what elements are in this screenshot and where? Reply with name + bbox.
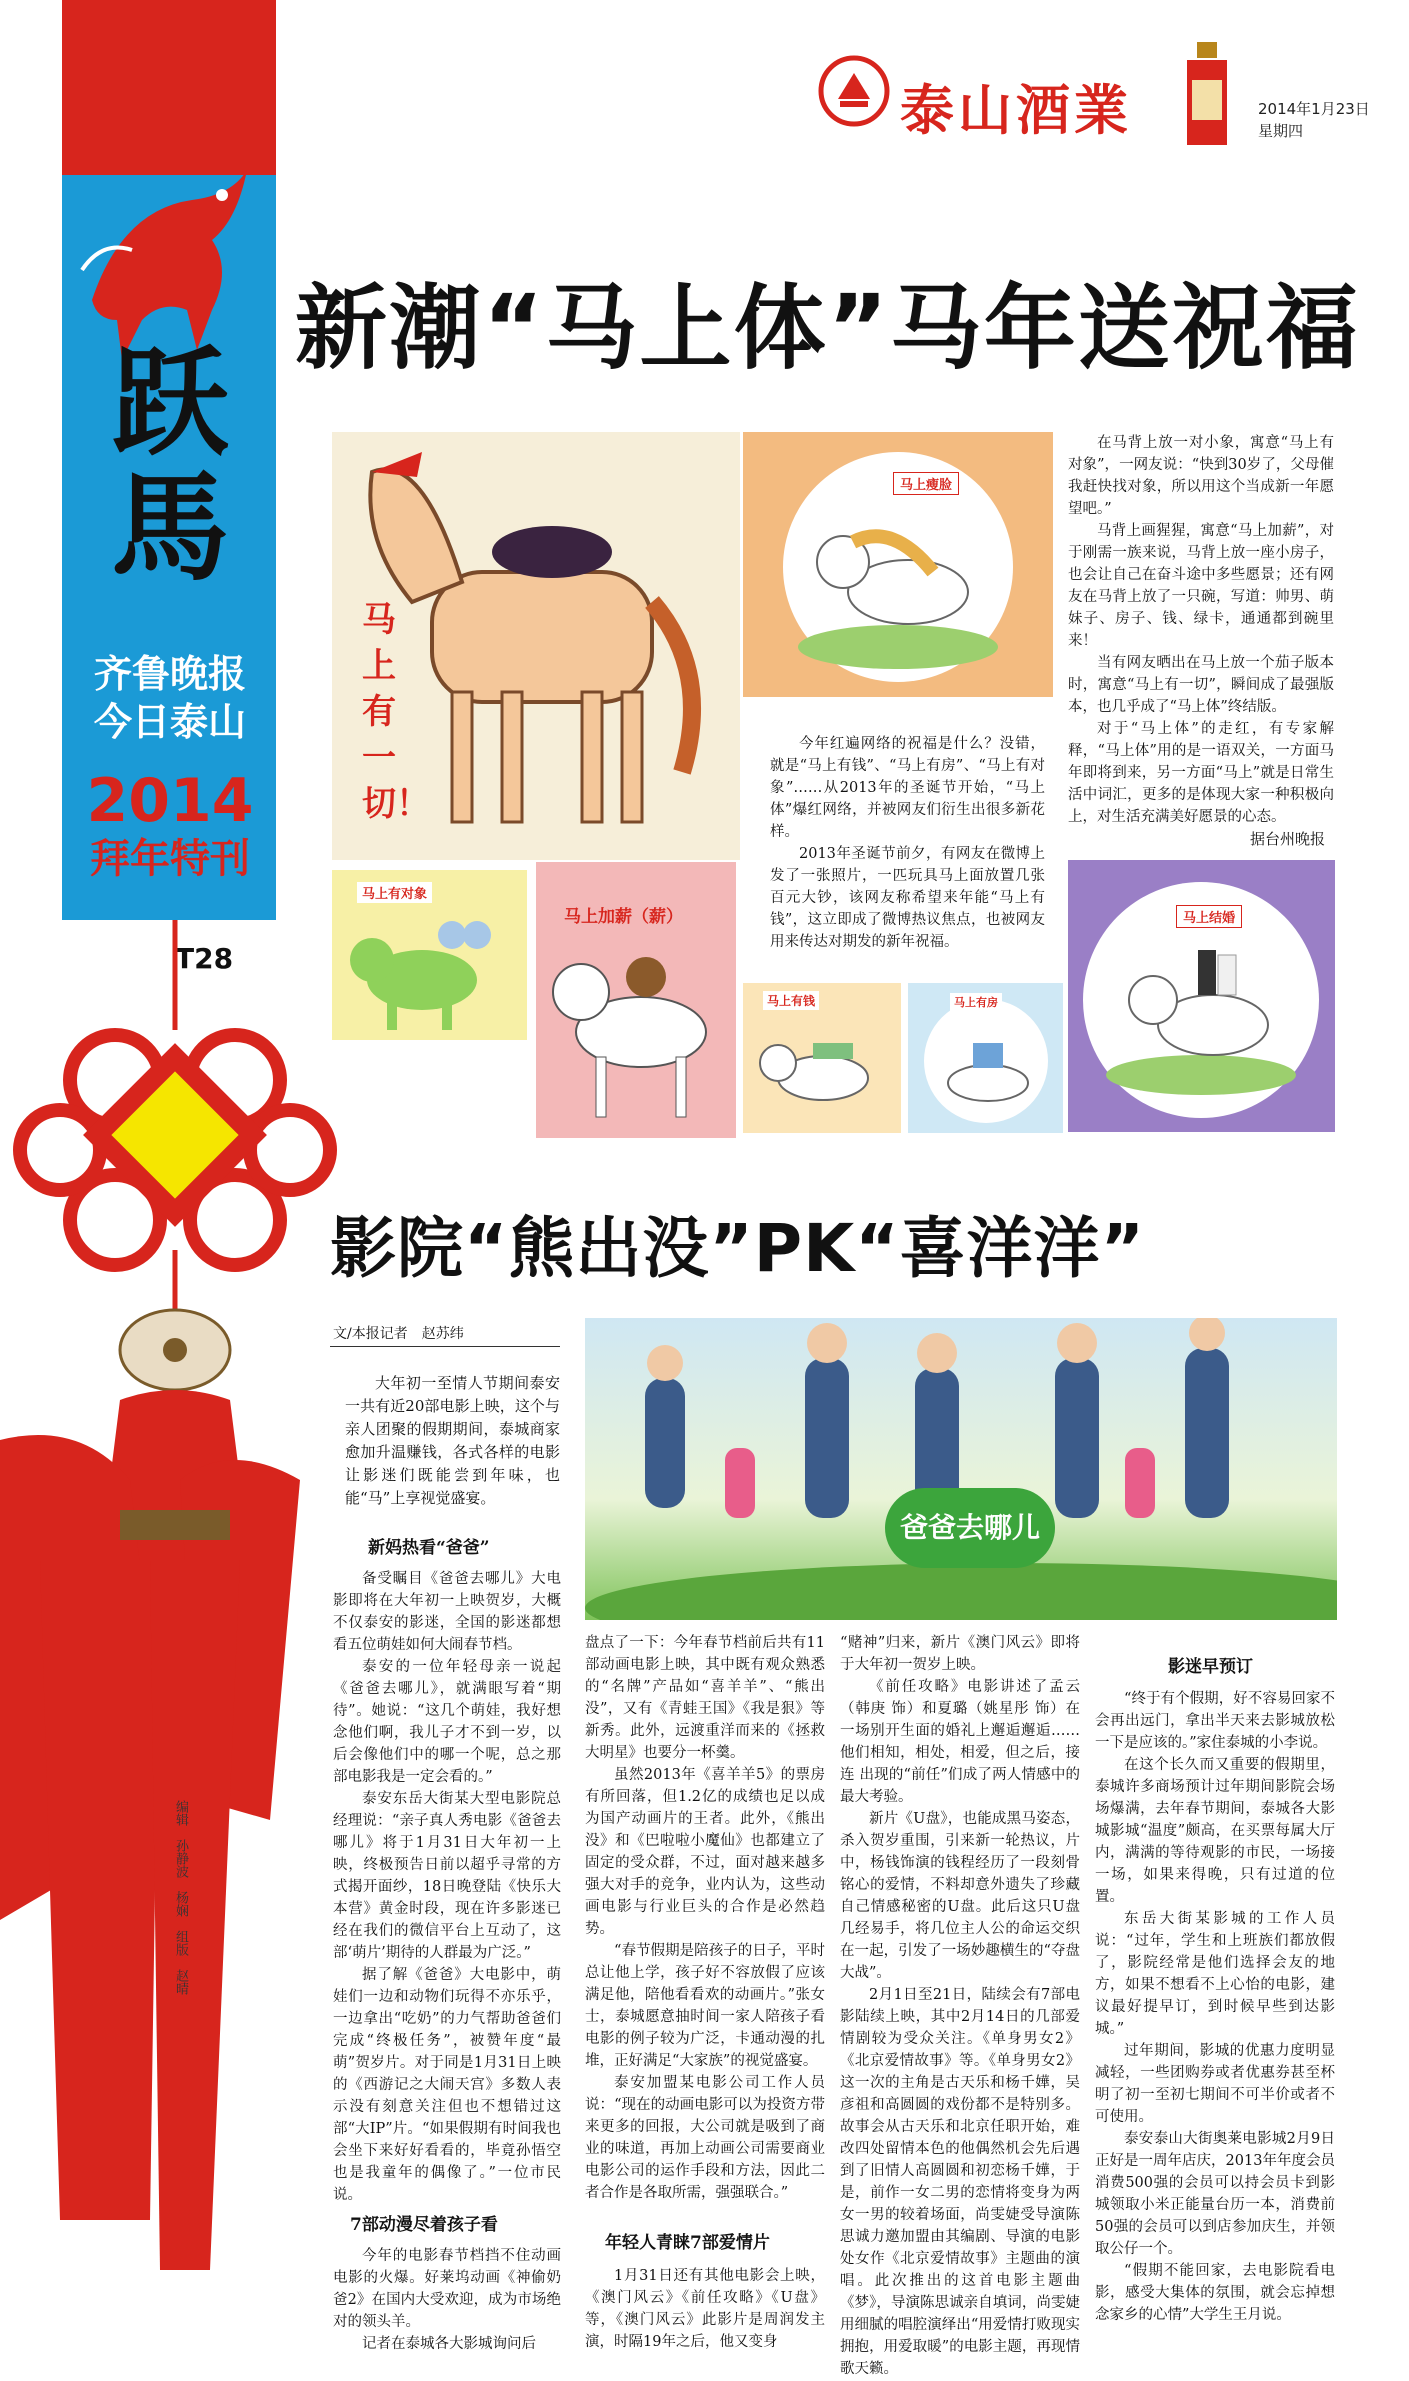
paragraph: 马背上画猩猩，寓意“马上加薪”，对于刚需一族来说，马背上放一座小房子，也会让自己在奋斗途中多些愿景；还有网友在马背上放了一只碗，写道：帅男、萌妹子、房子、钱、绿卡，通通都到碗里来！ — [1068, 523, 1334, 649]
paragraph: 泰安泰山大街奥莱电影城2月9日正好是一周年店庆，2013年年度会员消费500强的会员可以持会员卡到影城领取小米正能量台历一本，消费前50强的会员可以到店参加庆生，并领取公仔一个。 — [1095, 2131, 1335, 2257]
caption-p6: 马上有房 — [950, 993, 1002, 1011]
paragraph: 大年初一至情人节期间泰安一共有近20部电影上映，这个与亲人团聚的假期期间，泰城商家愈加升温赚钱，各式各样的电影让影迷们既能尝到年味，也能“马”上享视觉盛宴。 — [345, 1374, 560, 1507]
paragraph: 在这个长久而又重要的假期里，泰城许多商场预计过年期间影院会场场爆满，去年春节期间，泰城各大影城影城“温度”颇高，在买票每属大厅内，满满的等待观影的市民，一场接一场，如果来得晚，只有过道的位置。 — [1095, 1757, 1335, 1905]
image-horse-eggplant — [332, 432, 740, 860]
family-group-icon — [585, 1318, 1337, 1620]
liquor-bottle-icon — [1172, 40, 1242, 150]
paragraph: 东岳大街某影城的工作人员说：“过年，学生和上班族们都放假了，影院经常是他们选择会友的地方，如果不想看不上心怡的电影，建议最好提早订，到时候早些到达影城。” — [1095, 1911, 1335, 2037]
brand-name: 泰山酒業 — [900, 78, 1132, 142]
brand-logo-icon — [818, 55, 890, 127]
subhead-3: 年轻人青睐7部爱情片 — [605, 2233, 770, 2253]
banner-red-top — [62, 0, 276, 175]
subhead-4: 影迷早预订 — [1168, 1657, 1253, 1677]
paragraph: 今年的电影春节档挡不住动画电影的火爆。好莱坞动画《神偷奶爸2》在国内大受欢迎，成为市场绝对的领头羊。 — [333, 2248, 561, 2330]
paragraph: 泰安东岳大街某大型电影院总经理说：“亲子真人秀电影《爸爸去哪儿》将于1月31日大年初一上映，终极预告日前以超乎寻常的方式揭开面纱，18日晚登陆《快乐大本营》黄金时段，现在许多影迷已经在我们的微信平台上互动了，这部‘萌片’期待的人群最为广泛。” — [333, 1791, 561, 1961]
date-text: 2014年1月23日 — [1258, 100, 1370, 118]
article1-col1 — [770, 733, 1045, 953]
caption-p4: 马上加薪（薪） — [564, 907, 683, 927]
article2-col2 — [585, 1632, 825, 2204]
article2-col2b — [585, 2265, 825, 2353]
paragraph: 1月31日还有其他电影会上映，《澳门风云》《前任攻略》《U盘》等，《澳门风云》此影片是周润发主演，时隔19年之后，他又变身 — [585, 2268, 825, 2350]
caption-p5: 马上有钱 — [763, 991, 819, 1010]
article2-col3 — [840, 1632, 1080, 2380]
paragraph: 当有网友晒出在马上放一个茄子版本时，寓意“马上有一切”，瞬间成了最强版本，也几乎成了“马上体”终结版。 — [1068, 655, 1334, 715]
paragraph: 过年期间，影城的优惠力度明显减轻，一些团购券或者优惠券甚至杯明了初一至初七期间不可半价或者不可使用。 — [1095, 2043, 1335, 2125]
paragraph: 虽然2013年《喜羊羊5》的票房有所回落，但1.2亿的成绩也足以成为国产动画片的王者。此外，《熊出没》和《巴啦啦小魔仙》也都建立了固定的受众群，不过，面对越来越多强大对手的竞争，业内认为，这些动画电影与行业巨头的合作是必然趋势。 — [585, 1767, 825, 1937]
banner-calligraphy: 跃馬 — [110, 333, 229, 597]
paragraph: 盘点了一下：今年春节档前后共有11部动画电影上映，其中既有观众熟悉的“名牌”产品如“喜羊羊”、“熊出没”，又有《青蛙王国》《我是狠》等新秀。此外，远渡重洋而来的《拯救大明星》也要分一杯羹。 — [585, 1635, 825, 1761]
paragraph: “终于有个假期，好不容易回家不会再出远门，拿出半天来去影城放松一下是应该的。”家住泰城的小李说。 — [1095, 1691, 1335, 1751]
caption-p7: 马上结婚 — [1176, 905, 1242, 928]
paragraph: 2月1日至21日，陆续会有7部电影陆续上映，其中2月14日的几部爱情剧较为受众关注。《单身男女2》《北京爱情故事》等。《单身男女2》这一次的主角是古天乐和杨千嬅，吴彦祖和高圆圆的戏份都不是特别多。故事会从古天乐和北京任职开始，难改四处留情本色的他偶然机会先后遇到了旧情人高圆圆和初恋杨千嬅，于是，前作一女二男的恋情将变身为两女一男的较着场面，尚雯婕受导演陈思诚力邀加盟由其编剧、导演的电影处女作《北京爱情故事》主题曲的演唱。此次推出的这首电影主题曲《梦》，导演陈思诚亲自填词，尚雯婕用细腻的唱腔演绎出“用爱情打败现实拥抱，用爱取暖”的电影主题，再现情歌天籁。 — [840, 1987, 1080, 2377]
caption-big: 马上有一切！ — [362, 600, 430, 824]
issue-date — [1258, 98, 1370, 142]
byline: 文/本报记者 赵苏纬 — [333, 1326, 464, 1342]
paragraph: 泰安加盟某电影公司工作人员说：“现在的动画电影可以为投资方带来更多的回报，大公司就是吸到了商业的味道，再加上动画公司需要商业电影公司的运作手段和方法，因此二者合作是各取所需，强强联合。” — [585, 2075, 825, 2201]
movie-photo — [585, 1318, 1337, 1620]
image-horse-house — [908, 983, 1063, 1133]
paragraph: 据了解《爸爸》大电影中，萌娃们一边和动物们玩得不亦乐乎，一边拿出“吃奶”的力气帮助爸爸们完成“终极任务”，被赞年度“最萌”贺岁片。对于同是1月31日上映的《西游记之大闹天宫》多数人表示没有刻意关注但也不想错过这部“大IP”片。“如果假期有时间我也会坐下来好好看看的，毕竟孙悟空也是我童年的偶像了。”一位市民说。 — [333, 1967, 561, 2203]
subhead-1: 新妈热看“爸爸” — [368, 1538, 490, 1558]
horse-wedding-icon — [1068, 860, 1335, 1132]
banner-special: 拜年特刊 — [90, 836, 250, 882]
paragraph: 在马背上放一对小象，寓意“马上有对象”，一网友说：“快到30岁了，父母催我赶快找对象，所以用这个当成新一年愿望吧。” — [1068, 435, 1334, 517]
article1-title: 新潮“马上体”马年送祝福 — [295, 275, 1360, 382]
edition-name: 今日泰山 — [93, 699, 246, 744]
paper-name: 齐鲁晚报 — [93, 651, 246, 696]
paragraph: 《前任攻略》电影讲述了孟云（韩庚 饰）和夏璐（姚星彤 饰）在一场别开生面的婚礼上邂逅邂逅……他们相知，相处，相爱，但之后，接连 出现的“前任”们成了两人情感中的最大考验。 — [840, 1679, 1080, 1805]
article1-col2 — [1068, 432, 1334, 828]
paragraph: 对于“马上体”的走红，有专家解释，“马上体”用的是一语双关，一方面马年即将到来，另一方面“马上”就是日常生活中词汇，更多的是体现大家一种积极向上，对生活充满美好愿景的心态。 — [1068, 721, 1334, 825]
image-horse-elephants — [332, 870, 527, 1040]
byline-divider — [330, 1346, 560, 1347]
article2-col1 — [333, 1568, 561, 2206]
caption-p2: 马上瘦脸 — [893, 472, 959, 495]
paragraph: “赌神”归来，新片《澳门风云》即将于大年初一贺岁上映。 — [840, 1635, 1080, 1673]
weekday-text: 星期四 — [1258, 122, 1304, 140]
image-horse-monkey — [536, 862, 736, 1138]
page-number: T28 — [175, 942, 234, 975]
banner-year: 2014 — [86, 766, 254, 836]
article1-source: 据台州晚报 — [1250, 830, 1326, 848]
image-horse-slim — [743, 432, 1053, 697]
editors-credit: 编辑 孙静波 杨娴 组版 赵晴 — [173, 1800, 188, 1995]
subhead-2: 7部动漫尽着孩子看 — [350, 2215, 498, 2235]
caption-p3: 马上有对象 — [357, 882, 432, 903]
paragraph: 新片《U盘》，也能成黑马姿态，杀入贺岁重围，引来新一轮热议，片中，杨钱饰演的钱程经历了一段刻骨铭心的爱情，不料却意外遗失了珍藏自己情感秘密的U盘。此后这只U盘几经易手，将几位主人公的命运交织在一起，引发了一场妙趣横生的“夺盘大战”。 — [840, 1811, 1080, 1981]
article2-col1b — [333, 2245, 561, 2355]
paragraph: 泰安的一位年轻母亲一说起《爸爸去哪儿》，就满眼写着“期待”。她说：“这几个萌娃，我好想念他们啊，我儿子才不到一岁，以后会像他们中的哪一个呢，总之那部电影我是一定会看的。” — [333, 1659, 561, 1785]
banner-paper-name — [80, 650, 260, 746]
paragraph: 今年红遍网络的祝福是什么？没错，就是“马上有钱”、“马上有房”、“马上有对象”……从2013年的圣诞节开始，“马上体”爆红网络，并被网友们衍生出很多新花样。 — [770, 736, 1045, 840]
paragraph: “春节假期是陪孩子的日子，平时总让他上学，孩子好不容放假了应该满足他，陪他看看欢的动画片。”张女士，泰城愿意抽时间一家人陪孩子看电影的例子较为广泛，卡通动漫的扎堆，正好满足“大家族”的视觉盛宴。 — [585, 1943, 825, 2069]
image-horse-money — [743, 983, 901, 1133]
image-horse-wedding — [1068, 860, 1335, 1132]
paragraph: 备受瞩目《爸爸去哪儿》大电影即将在大年初一上映贺岁，大概不仅泰安的影迷，全国的影迷都想看五位萌娃如何大闹春节档。 — [333, 1571, 561, 1653]
article2-title: 影院“熊出没”PK“喜洋洋” — [330, 1210, 1146, 1287]
chinese-knot-icon — [0, 920, 340, 2380]
article2-col4 — [1095, 1688, 1335, 2326]
paragraph: 2013年圣诞节前夕，有网友在微博上发了一张照片，一匹玩具马上面放置几张百元大钞，该网友称希望来年能“马上有钱”，这立即成了微博热议焦点，也被网友用来传达对期发的新年祝福。 — [770, 846, 1045, 950]
article2-lead — [345, 1372, 560, 1510]
movie-logo: 爸爸去哪儿 — [885, 1488, 1055, 1568]
paragraph: “假期不能回家，去电影院看电影，感受大集体的氛围，就会忘掉想念家乡的心情”大学生王月说。 — [1095, 2263, 1335, 2323]
paragraph: 记者在泰城各大影城询问后 — [362, 2336, 536, 2352]
